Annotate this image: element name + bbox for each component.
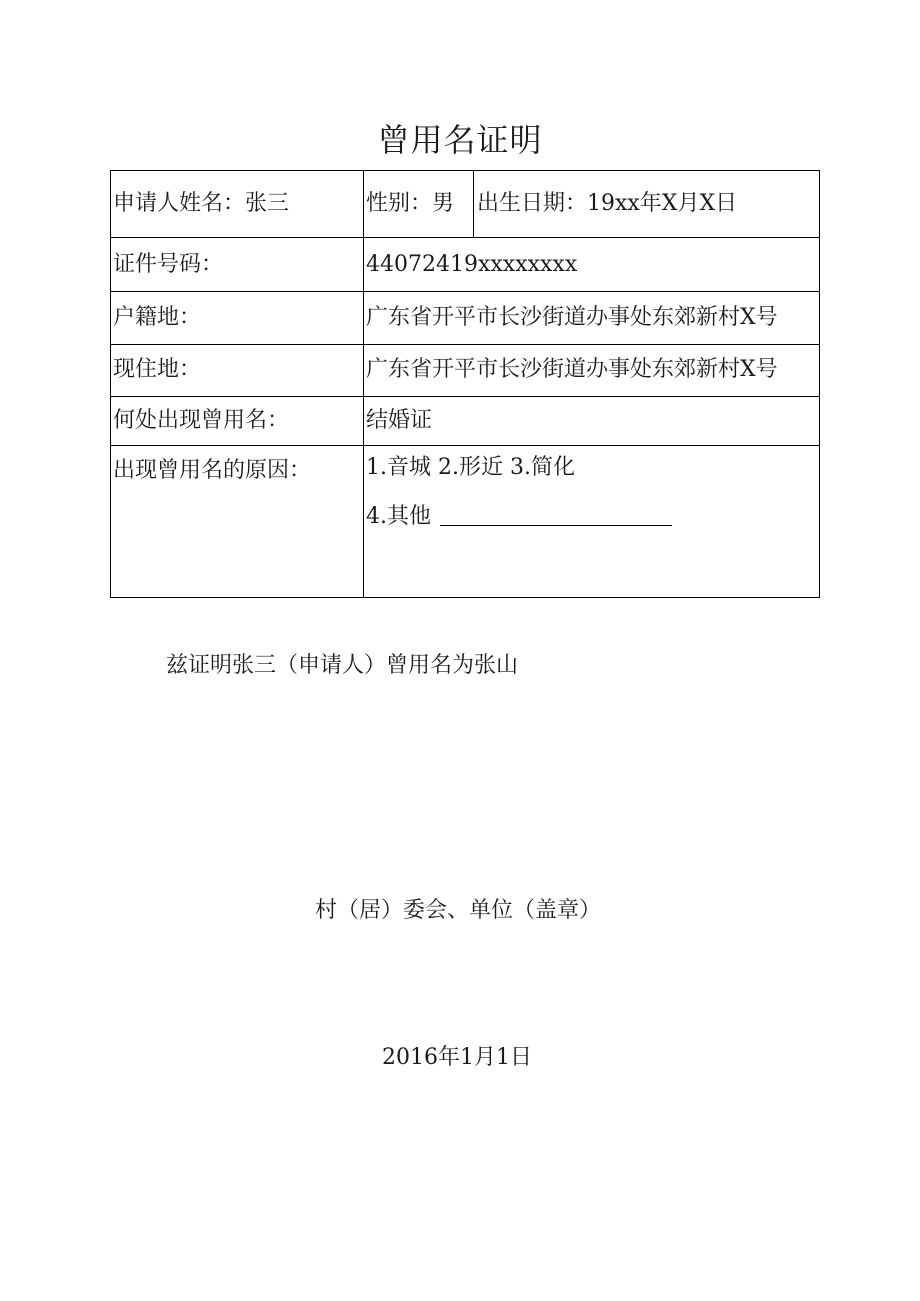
reason-other-blank[interactable] [440,525,672,526]
seal-line: 村（居）委会、单位（盖章） [315,898,602,923]
household-label: 户籍地： [113,305,202,330]
id-number-label: 证件号码： [113,252,224,277]
residence-value: 广东省开平市长沙街道办事处东郊新村X号 [366,357,778,382]
where-value: 结婚证 [366,408,433,433]
row-divider [110,237,820,238]
id-number-value: 44072419xxxxxxxx [366,252,578,277]
gender: 性别：男 [366,191,455,216]
birth-date: 出生日期：19xx年X月X日 [477,191,738,216]
residence-label: 现住地： [113,357,202,382]
reason-other: 4.其他 [366,504,431,529]
row-divider [110,396,820,397]
row-divider [110,445,820,446]
row-divider [110,344,820,345]
column-divider [363,170,364,598]
where-label: 何处出现曾用名： [113,408,290,433]
row-divider [110,291,820,292]
document-title: 曾用名证明 [377,121,543,159]
reason-options: 1.音城 2.形近 3.简化 [366,455,575,480]
applicant-name: 申请人姓名：张三 [113,191,290,216]
issue-date: 2016年1月1日 [382,1045,532,1070]
household-value: 广东省开平市长沙街道办事处东郊新村X号 [366,305,778,330]
statement: 兹证明张三（申请人）曾用名为张山 [166,653,519,678]
reason-label: 出现曾用名的原因： [113,458,312,483]
column-divider [473,170,474,237]
